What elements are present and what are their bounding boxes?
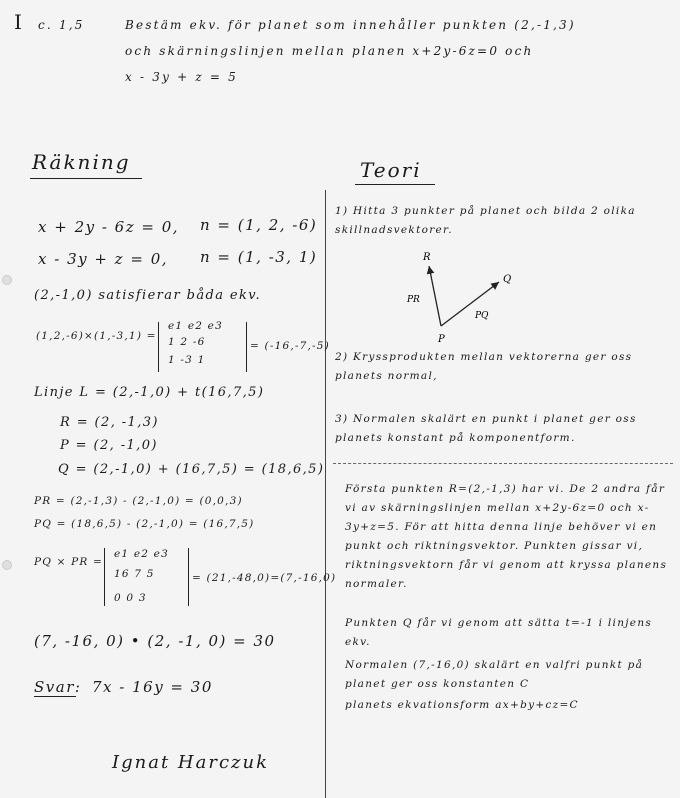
satisfies-line: (2,-1,0) satisfierar båda ekv. — [34, 288, 261, 303]
cross2-row2: 16 7 5 — [114, 568, 155, 580]
teori-step-2: 2) Kryssprodukten mellan vektorerna ger oss planets normal, — [335, 351, 633, 382]
point-p: P = (2, -1,0) — [60, 438, 158, 453]
problem-line-2: och skärningslinjen mellan planen x+2y-6z=0 och — [125, 44, 534, 58]
vector-pr-arrow — [429, 266, 441, 326]
matrix-bar — [104, 548, 105, 606]
cross2-row1: e1 e2 e3 — [114, 548, 169, 560]
teori-step-1: 1) Hitta 3 punkter på planet och bilda 2 olika skillnadsvektorer. — [335, 205, 636, 236]
cross1-left: (1,2,-6)×(1,-3,1) = — [36, 330, 157, 342]
label-pr: PR — [407, 295, 420, 305]
teori-paragraph-1: Första punkten R=(2,-1,3) har vi. De 2 andra får vi av skärningslinjen mellan x+2y-6z=0 och x-3y+z=5. För att hitta denna linje behöver vi en punkt och riktningsvektor. Punkten gissar vi, riktningsvektorn får vi genom att kryssa planens normaler. — [345, 483, 668, 590]
cross1-row2: 1 2 -6 — [168, 336, 206, 348]
matrix-bar — [246, 322, 247, 372]
cross2-result: = (21,-48,0)=(7,-16,0) — [192, 572, 337, 584]
teori-step-3: 3) Normalen skalärt en punkt i planet ger oss planets konstant på komponentform. — [335, 413, 637, 444]
roman-numeral: I — [14, 10, 24, 34]
cross1-row3: 1 -3 1 — [168, 354, 206, 366]
teori-title: Teori — [360, 158, 422, 182]
cross1-result: = (-16,-7,-5) — [250, 340, 330, 352]
problem-line-1: Bestäm ekv. för planet som innehåller punkten (2,-1,3) — [125, 18, 576, 32]
normal-1: n = (1, 2, -6) — [200, 216, 318, 234]
teori-underline — [355, 184, 435, 185]
matrix-bar — [188, 548, 189, 606]
plane-eq-2: x - 3y + z = 0, — [38, 250, 169, 268]
teori-paragraph-3: Normalen (7,-16,0) skalärt en valfri punkt på planet ger oss konstanten C — [345, 659, 644, 690]
normal-2: n = (1, -3, 1) — [200, 248, 318, 266]
column-divider — [325, 190, 326, 798]
label-p: P — [438, 334, 445, 345]
plane-eq-1: x + 2y - 6z = 0, — [38, 218, 180, 236]
rakning-underline — [30, 178, 142, 179]
dot-product-line: (7, -16, 0) • (2, -1, 0) = 30 — [34, 632, 276, 650]
rakning-title: Räkning — [32, 150, 131, 174]
line-equation: Linje L = (2,-1,0) + t(16,7,5) — [34, 385, 265, 400]
point-q: Q = (2,-1,0) + (16,7,5) = (18,6,5) — [58, 462, 325, 477]
matrix-bar — [158, 322, 159, 372]
teori-paragraph-4: planets ekvationsform ax+by+cz=C — [345, 699, 579, 711]
signature: Ignat Harczuk — [112, 752, 270, 773]
binder-hole — [2, 275, 12, 285]
label-pq: PQ — [475, 311, 489, 321]
vector-pq: PQ = (18,6,5) - (2,-1,0) = (16,7,5) — [34, 518, 255, 530]
label-q: Q — [503, 274, 512, 285]
teori-paragraph-2: Punkten Q får vi genom att sätta t=-1 i linjens ekv. — [345, 617, 653, 648]
binder-hole — [2, 560, 12, 570]
svar-value: 7x - 16y = 30 — [92, 678, 213, 696]
svar-label: Svar: — [34, 678, 82, 696]
problem-number: c. 1,5 — [38, 18, 85, 32]
svar-underline — [34, 696, 76, 697]
vector-pr: PR = (2,-1,3) - (2,-1,0) = (0,0,3) — [34, 495, 243, 507]
cross1-row1: e1 e2 e3 — [168, 320, 223, 332]
cross2-row3: 0 0 3 — [114, 592, 147, 604]
cross2-left: PQ × PR = — [34, 556, 104, 568]
point-r: R = (2, -1,3) — [60, 415, 159, 430]
label-r: R — [423, 252, 431, 263]
teori-dashed-separator — [333, 463, 673, 464]
vector-pq-arrow — [441, 282, 499, 326]
problem-line-3: x - 3y + z = 5 — [125, 70, 238, 84]
vector-diagram — [395, 248, 535, 348]
